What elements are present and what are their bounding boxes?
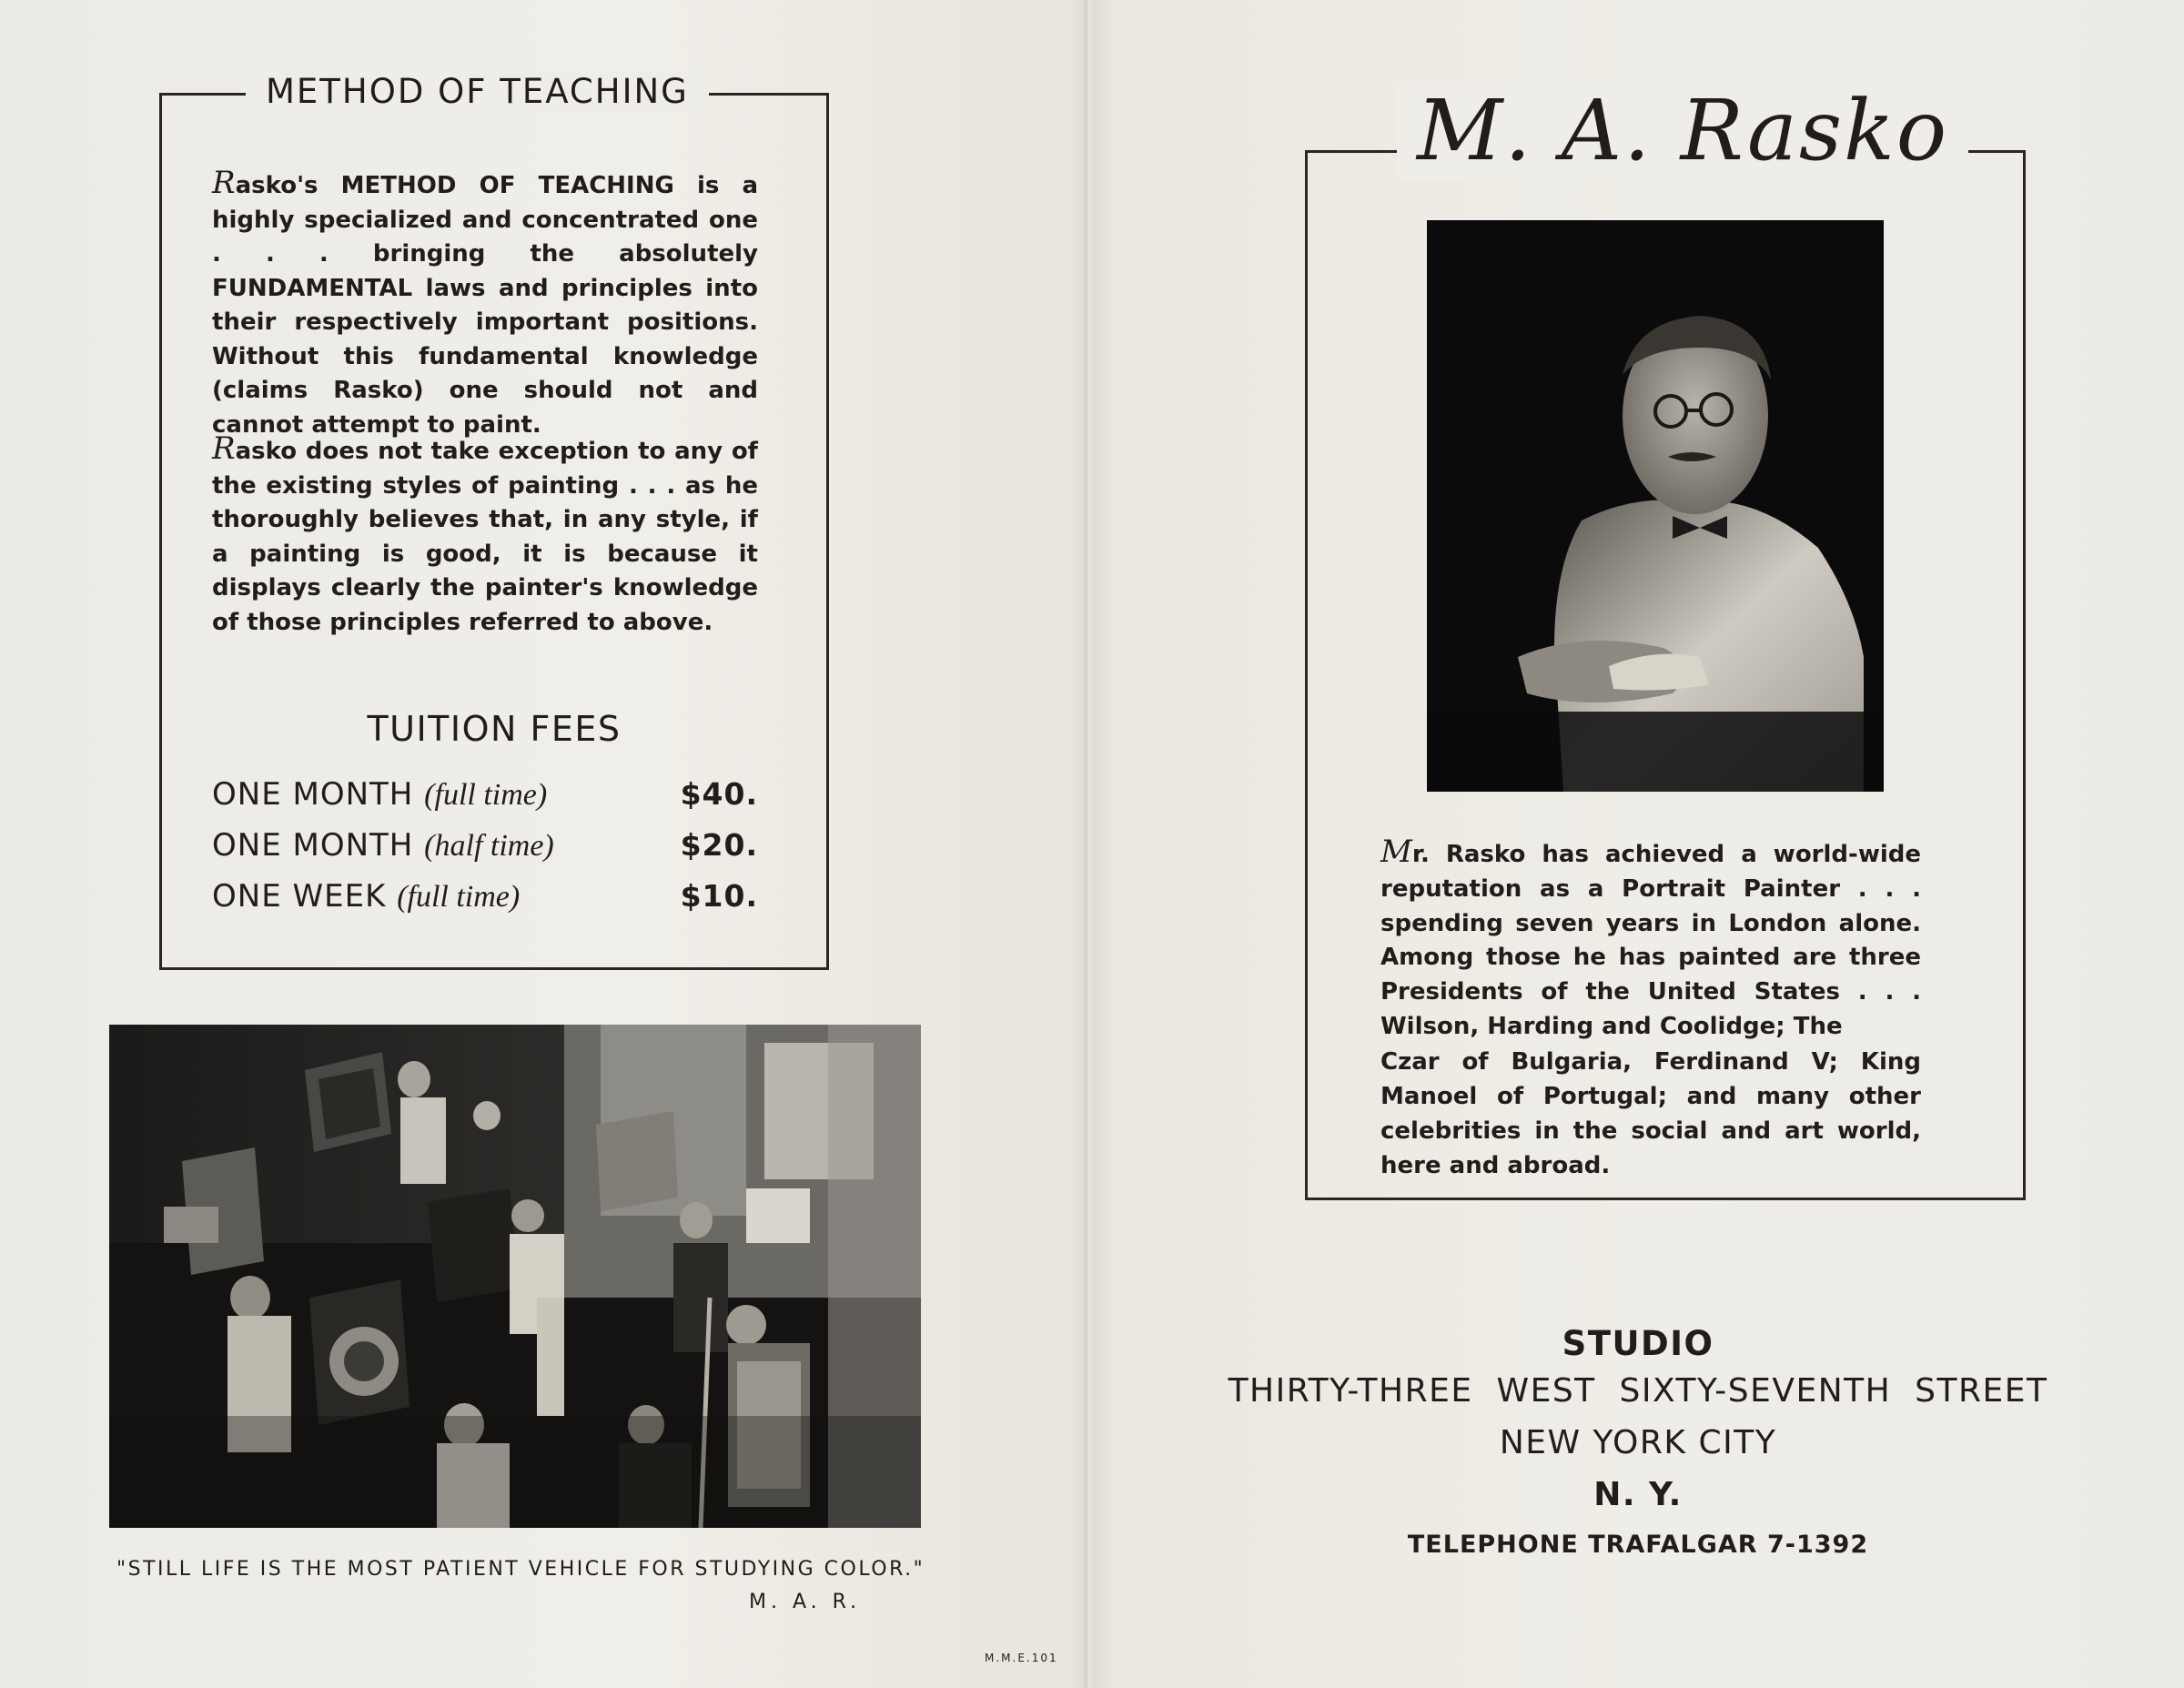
rasko-bio-text: r. Rasko has achieved a world-wide reputation as a Portrait Painter . . . spending seven years in London alone. Among those he has painted are three Presidents of the United States . . . Wilson, Harding and Coolidge; The xyxy=(1380,841,1921,1040)
rasko-bio-paragraph-1 xyxy=(1380,835,1921,1045)
studio-label: STUDIO xyxy=(1562,1324,1714,1363)
method-of-teaching-title: METHOD OF TEACHING xyxy=(246,72,709,111)
teaching-paragraph-1 xyxy=(212,167,758,442)
studio-street: THIRTY-THREE WEST SIXTY-SEVENTH STREET xyxy=(1228,1372,2048,1410)
method-of-teaching-box xyxy=(159,72,829,970)
teaching-paragraph-2-text: asko does not take exception to any of the existing styles of painting . . . as he thoroughly believes that, in any style, if a painting is good, it is because it displays clearly the painter's knowledge of those principles referred to above. xyxy=(212,438,758,636)
fee-note: (full time) xyxy=(424,778,548,812)
drop-cap: R xyxy=(212,165,236,201)
quote-signature: M. A. R. xyxy=(749,1591,862,1613)
fee-label: ONE WEEK xyxy=(212,878,387,915)
studio-telephone: TELEPHONE TRAFALGAR 7-1392 xyxy=(1407,1531,1869,1559)
fee-price: $20. xyxy=(680,827,758,863)
teaching-paragraph-2 xyxy=(212,432,758,640)
rasko-bio-paragraph-2: Czar of Bulgaria, Ferdinand V; King Manoel of Portugal; and many other celebrities in the social and art world, here and abroad. xyxy=(1380,1048,1921,1179)
teaching-paragraph-1-text: asko's METHOD OF TEACHING is a highly specialized and concentrated one . . . bringing the absolutely FUNDAMENTAL laws and principles into their respectively important positions. Without this fundamental knowledge (claims Rasko) one should not and cannot attempt to paint. xyxy=(212,172,758,439)
fee-name xyxy=(212,827,554,864)
rasko-title: M. A. Rasko xyxy=(1397,82,1968,179)
fee-name xyxy=(212,878,520,915)
studio-class-photo xyxy=(109,1025,921,1528)
fee-row xyxy=(212,776,758,822)
tuition-fees-title: TUITION FEES xyxy=(367,709,622,749)
fee-row xyxy=(212,878,758,924)
still-life-quote: "STILL LIFE IS THE MOST PATIENT VEHICLE FOR STUDYING COLOR." xyxy=(116,1558,925,1581)
fee-label: ONE MONTH xyxy=(212,776,414,813)
fee-row xyxy=(212,827,758,873)
drop-cap: R xyxy=(212,430,236,467)
studio-city: NEW YORK CITY xyxy=(1499,1424,1777,1461)
fee-note: (full time) xyxy=(397,880,521,914)
drop-cap: M xyxy=(1380,834,1412,870)
fee-name xyxy=(212,776,547,813)
studio-state: N. Y. xyxy=(1593,1476,1683,1513)
print-code: M.M.E.101 xyxy=(985,1652,1058,1664)
fee-price: $10. xyxy=(680,878,758,914)
fee-note: (half time) xyxy=(424,829,554,863)
rasko-portrait-photo xyxy=(1427,220,1884,792)
fee-price: $40. xyxy=(680,776,758,812)
fee-label: ONE MONTH xyxy=(212,827,414,864)
center-fold xyxy=(1081,0,1094,1688)
